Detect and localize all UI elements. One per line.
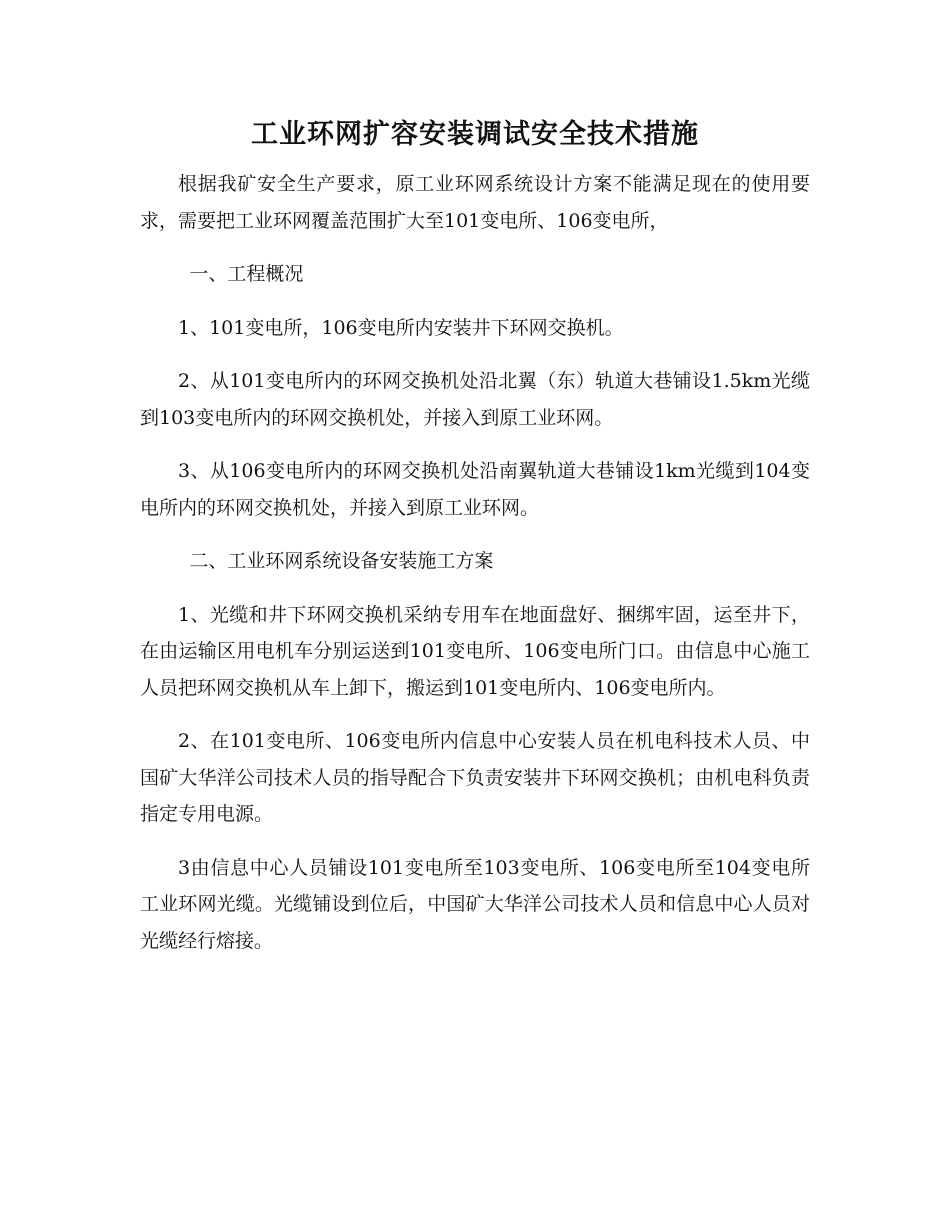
section-heading-overview: 一、工程概况 xyxy=(189,263,304,285)
installation-item-2: 2、在101变电所、106变电所内信息中心安装人员在机电科技术人员、中国矿大华洋公司技术人员的指导配合下负责安装井下环网交换机；由机电科负责指定专用电源。 xyxy=(140,730,810,825)
document-title: 工业环网扩容安装调试安全技术措施 xyxy=(251,119,699,150)
overview-item-3: 3、从106变电所内的环网交换机处沿南翼轨道大巷铺设1km光缆到104变电所内的环网交换机处，并接入到原工业环网。 xyxy=(140,460,810,519)
installation-item-3: 3由信息中心人员铺设101变电所至103变电所、106变电所至104变电所工业环网光缆。光缆铺设到位后，中国矿大华洋公司技术人员和信息中心人员对光缆经行熔接。 xyxy=(140,856,810,952)
intro-paragraph: 根据我矿安全生产要求，原工业环网系统设计方案不能满足现在的使用要求，需要把工业环网覆盖范围扩大至101变电所、106变电所， xyxy=(140,173,810,232)
section-heading-installation: 二、工业环网系统设备安装施工方案 xyxy=(189,550,494,572)
overview-item-2: 2、从101变电所内的环网交换机处沿北翼（东）轨道大巷铺设1.5km光缆到103变电所内的环网交换机处，并接入到原工业环网。 xyxy=(140,370,810,429)
document-body xyxy=(140,166,810,976)
installation-item-1: 1、光缆和井下环网交换机采纳专用车在地面盘好、捆绑牢固，运至井下，在由运输区用电机车分别运送到101变电所、106变电所门口。由信息中心施工人员把环网交换机从车上卸下，搬运到101变电所内、106变电所内。 xyxy=(140,603,810,699)
overview-item-1: 1、101变电所，106变电所内安装井下环网交换机。 xyxy=(178,316,624,339)
